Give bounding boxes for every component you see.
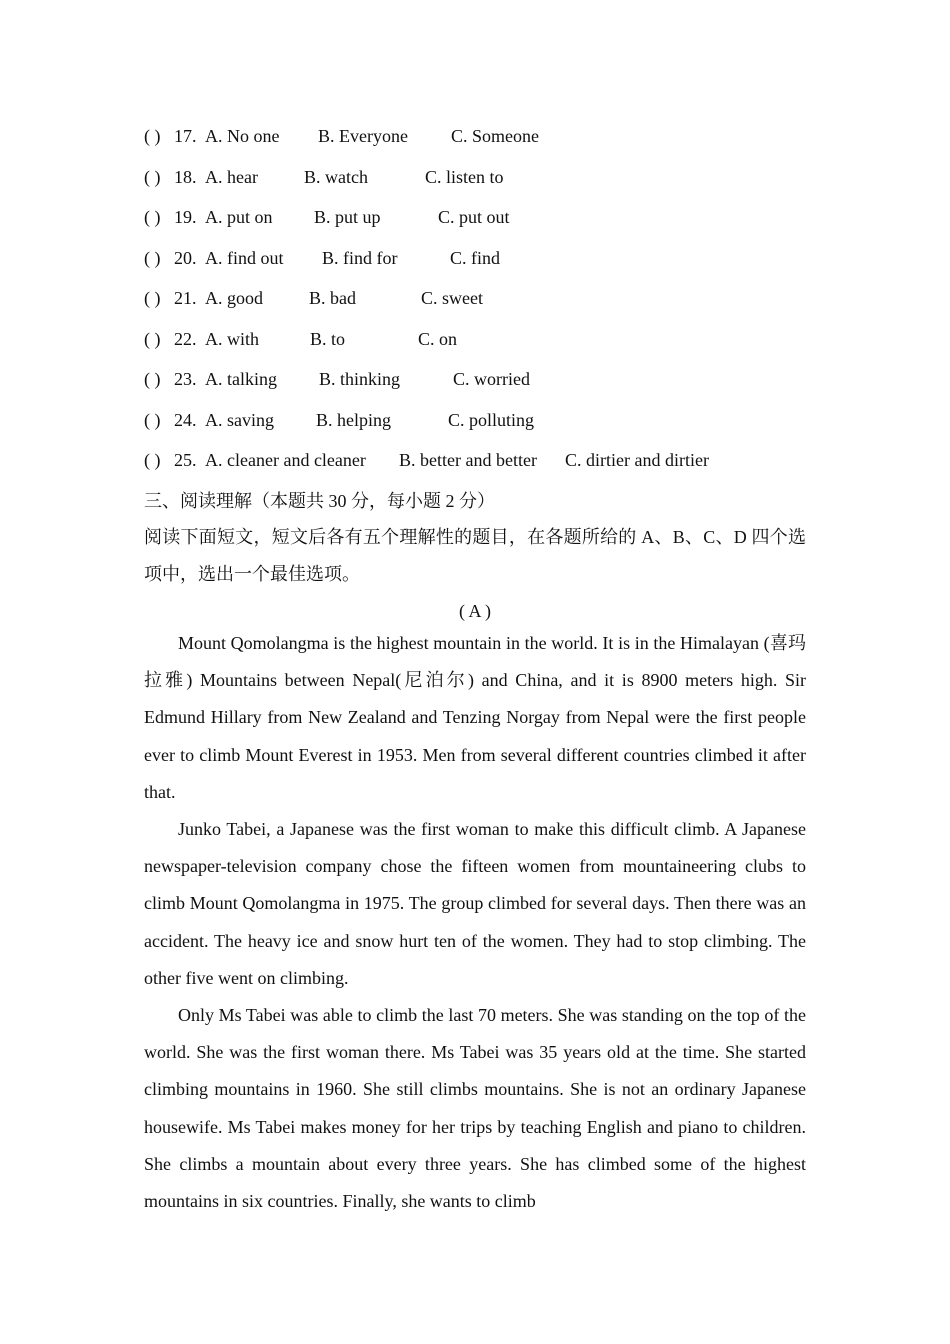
cloze-options-list xyxy=(144,116,824,481)
passage-paragraph-3: Only Ms Tabei was able to climb the last 70 meters. She was standing on the top of the world. She was the first woman there. Ms Tabei was 35 years old at the time. She started climbing mountains in 1960. She still climbs mountains. She is not an ordinary Japanese housewife. Ms Tabei makes money for her trips by teaching English and piano to children. She climbs a mountain about every three years. She has climbed some of the highest mountains in six countries. Finally, she wants to climb xyxy=(144,1005,806,1212)
option-b: B. helping xyxy=(316,409,391,430)
option-c: C. polluting xyxy=(448,409,535,430)
passage-paragraph-1: Mount Qomolangma is the highest mountain in the world. It is in the Himalayan (喜玛拉雅) Mountains between Nepal(尼泊尔) and China, and it is 8900 meters high. Sir Edmund Hillary from New Zealand and Tenzing Norgay from Nepal were the first people ever to climb Mount Everest in 1953. Men from several different countries climbed it after that. xyxy=(144,633,806,802)
option-c: C. put out xyxy=(438,207,510,227)
reading-section xyxy=(144,483,806,630)
question-number: 19. xyxy=(174,207,197,227)
question-number: 25. xyxy=(174,450,197,470)
option-b: B. put up xyxy=(314,207,381,227)
passage-label: ( A ) xyxy=(458,601,491,621)
answer-blank: ( ) xyxy=(144,409,161,430)
question-row-22 xyxy=(144,319,824,360)
option-a: A. hear xyxy=(205,166,258,187)
question-number: 20. xyxy=(174,247,197,268)
question-number: 18. xyxy=(174,166,197,187)
option-b: B. watch xyxy=(304,166,368,187)
answer-blank: ( ) xyxy=(144,450,161,470)
answer-blank: ( ) xyxy=(144,369,161,389)
answer-blank: ( ) xyxy=(144,288,161,308)
option-c: C. Someone xyxy=(451,126,539,146)
option-a: A. cleaner and cleaner xyxy=(205,450,366,470)
option-c: C. find xyxy=(450,247,501,268)
question-number: 22. xyxy=(174,328,197,349)
passage-text xyxy=(144,625,806,1220)
answer-blank: ( ) xyxy=(144,247,161,268)
question-row-25 xyxy=(144,440,824,481)
option-a: A. put on xyxy=(205,207,273,227)
option-a: A. find out xyxy=(205,247,284,268)
question-row-24 xyxy=(144,400,824,441)
question-number: 21. xyxy=(174,288,197,308)
answer-blank: ( ) xyxy=(144,166,161,187)
option-c: C. on xyxy=(418,328,458,349)
option-c: C. sweet xyxy=(421,288,483,308)
option-b: B. Everyone xyxy=(318,126,408,146)
answer-blank: ( ) xyxy=(144,328,161,349)
question-row-23 xyxy=(144,359,824,400)
answer-blank: ( ) xyxy=(144,207,161,227)
question-row-19 xyxy=(144,197,824,238)
option-c: C. dirtier and dirtier xyxy=(565,450,709,470)
question-number: 23. xyxy=(174,369,197,389)
option-b: B. bad xyxy=(309,288,356,308)
option-b: B. find for xyxy=(322,247,398,268)
option-b: B. thinking xyxy=(319,369,401,389)
question-row-17 xyxy=(144,116,824,157)
option-a: A. saving xyxy=(205,409,274,430)
option-a: A. talking xyxy=(205,369,277,389)
question-number: 24. xyxy=(174,409,197,430)
option-b: B. to xyxy=(310,328,346,349)
option-a: A. with xyxy=(205,328,259,349)
answer-blank: ( ) xyxy=(144,126,161,146)
question-row-18 xyxy=(144,157,824,198)
option-c: C. listen to xyxy=(425,166,504,187)
option-a: A. No one xyxy=(205,126,280,146)
option-c: C. worried xyxy=(453,369,530,389)
passage-paragraph-2: Junko Tabei, a Japanese was the first woman to make this difficult climb. A Japanese newspaper-television company chose the fifteen women from mountaineering clubs to climb Mount Qomolangma in 1975. The group climbed for several days. Then there was an accident. The heavy ice and snow hurt ten of the women. They had to stop climbing. The other five went on climbing. xyxy=(144,819,806,988)
question-row-21 xyxy=(144,278,824,319)
section-instruction: 阅读下面短文，短文后各有五个理解性的题目，在各题所给的 A、B、C、D 四个选项中，选出一个最佳选项。 xyxy=(144,527,806,584)
option-a: A. good xyxy=(205,288,263,308)
question-number: 17. xyxy=(174,126,197,146)
section-heading: 三、阅读理解（本题共 30 分，每小题 2 分） xyxy=(144,491,495,511)
option-b: B. better and better xyxy=(399,450,537,470)
question-row-20 xyxy=(144,238,824,279)
